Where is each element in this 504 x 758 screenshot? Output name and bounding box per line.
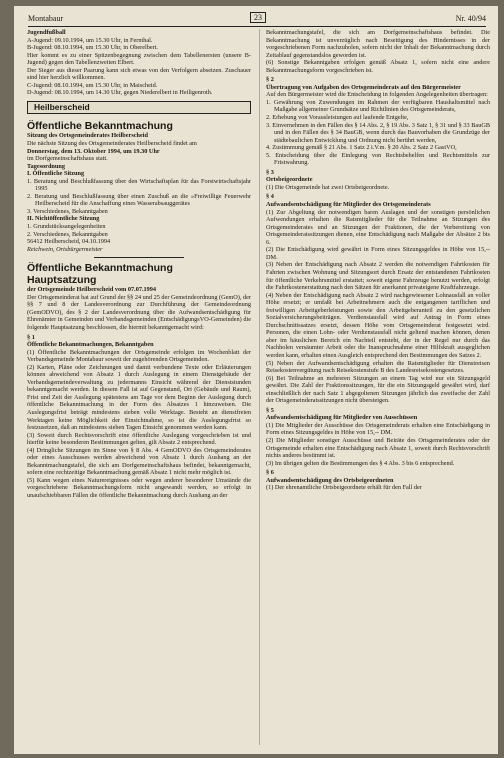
sport-para: D-Jugend: 08.10.1994, um 14.30 Uhr, gegen Niederelbert in Heiligenroth. — [27, 89, 213, 97]
section-heading: Übertragung von Aufgaben des Ortsgemeinderats auf den Bürgermeister — [266, 83, 461, 91]
section-number: § 3 — [266, 168, 274, 176]
notice1-intro: Die nächste Sitzung des Ortsgemeinderates Heilberscheid findet am — [27, 140, 197, 148]
notice2-intro: Der Ortsgemeinderat hat auf Grund der §§ 24 und 25 der Gemeindeordnung (GemO), der §§ 7 und 8 der Landesverordnung zur Durchführung der Gemeindeordnung (GemODVO), des § 2 der Landesverordnung über die Aufwandsentschädigung für Ehrenämter in Gemeinden und Verbandsgemeinden (EntschädigungsVO-Gemeinden) die folgende Hauptsatzung beschlossen, die hiermit bekanntgemacht wird: — [27, 293, 251, 331]
section-paragraph: (3) Im übrigen gelten die Bestimmungen des § 4 Abs. 3 bis 6 entsprechend. — [266, 459, 455, 467]
newspaper-page — [14, 6, 498, 754]
sport-para: Hier kommt es zu einer Spitzenbegegnung zwischen dem Tabellenersten (unsere B-Jugend) gegen den Tabellenzweiten Elbert. — [27, 51, 251, 67]
section-number: § 6 — [266, 469, 274, 477]
section-number: § 2 — [266, 76, 274, 84]
section-number: § 4 — [266, 193, 274, 201]
section-paragraph: (1) Der ehrenamtliche Ortsbeigeordnete erhält für den Fall der — [266, 484, 422, 492]
agenda-title: Tagesordnung — [27, 162, 65, 170]
section-paragraph: (2) Karten, Pläne oder Zeichnungen und damit verbundene Texte oder Erläuterungen können abweichend von Absatz 1 durch Auslegung in einem Dienstgebäude der Verbandsgemeindeverwaltung zu jedermanns Einsicht während der Dienststunden bekanntgemacht werden. In diesem Fall ist auf Gegenstand, Ort (Gebäude und Raum), Frist und Zeit der Auslegung spätestens am Tage vor dem Beginn der Auslegung durch öffentliche Bekanntmachung in der Form des Absatzes 1 hinzuweisen. Die Auslegungsfrist beträgt mindestens sieben volle Werktage. Besteht an dienstfreien Werktagen keine Möglichkeit der Einsichtnahme, so ist die Auslegungsfrist so festzusetzen, daß an mindestens sieben Tagen Einsicht genommen werden kann. — [27, 363, 251, 432]
private-session-title: II. Nichtöffentliche Sitzung — [27, 215, 100, 223]
section-paragraph: (5) Kann wegen eines Naturereignisses oder wegen anderer besonderer Umstände die vorgeschriebene Bekanntmachungsform nicht angewandt werden, so erfolgt in unaufschiebbaren Fällen die öffentliche Bekanntmachung durch Aushang an der — [27, 476, 251, 499]
notice1-date: Donnerstag, dem 13. Oktober 1994, um 19.30 Uhr — [27, 147, 160, 155]
sport-para: B-Jugend: 08.10.1994, um 15.30 Uhr, in Oberelbert. — [27, 44, 158, 52]
section-paragraph: (4) Neben der Entschädigung nach Absatz 2 wird nachgewiesener Lohnausfall an voller Höhe ersetzt; er umfaßt bei Arbeitnehmern auch die entgangenen tariflichen und freiwilligen Arbeitgeberleistungen sowie den Arbeitgeberanteil zu den gesetzlichen Sozialversicherungsbeiträgen. Verdienstausfall wird auf Antrag in Form eines Durchschnittssatzes ersetzt, dessen Höhe vom Ortsgemeinderat festgesetzt wird. Personen, die einen Lohn- oder Verdienstausfall nicht geltend machen können, denen aber im häuslichen Bereich ein Nachteil entsteht, der in der Regel nur durch das Nachholen versäumter Arbeit oder die Inanspruchnahme einer Hilfskraft ausgeglichen werden kann, erhalten einen Ausgleich entsprechend den Bestimmungen des Satzes 2. — [266, 291, 490, 359]
section-paragraph: (6) Bei Teilnahme an mehreren Sitzungen an einem Tag wird nur ein Sitzungsgeld gewährt. Die Zahl der Fraktionssitzungen, für die ein Sitzungsgeld gewährt wird, darf einschließlich der nach Satz 1 abgegoltenen Sitzungen jährlich das zweifache der Zahl der Ortsgemeinderatssitzungen nicht übersteigen. — [266, 374, 490, 405]
list-item: 3. Einvernehmen in den Fällen des § 14 Abs. 2, § 19 Abs. 3 Satz 1, § 31 und § 33 BauGB und in den Fällen des § 34 BauGB, wenn durch das Bauvorhaben die Grundzüge der städtebaulichen Entwicklung und Ordnung nicht berührt werden, — [266, 121, 490, 144]
notice2-title: Öffentliche Bekanntmachung — [27, 262, 173, 275]
section-paragraph: (1) Öffentliche Bekanntmachungen der Ortsgemeinde erfolgen im Wochenblatt der Verbandsgemeinde Montabaur soweit der zugehörenden Ortsgemeinden. — [27, 348, 251, 364]
agenda-item: 2. Beratung und Beschlußfassung über einen Zuschuß an die »Freiwillige Feuerwehr Heilberscheid für die Anschaffung eines Wasserabsauggerätes — [27, 192, 251, 208]
agenda-item: 3. Verschiedenes, Bekanntgaben — [27, 207, 108, 215]
section-heading: Aufwandsentschädigung des Ortsbeigeordneten — [266, 476, 394, 484]
header-page-number: 23 — [250, 12, 266, 23]
agenda-item: 1. Beratung und Beschlußfassung über den Wirtschaftsplan für das Forstwirtschaftsjahr 1995 — [27, 177, 251, 193]
agenda-item: 2. Verschiedenes, Bekanntgaben — [27, 230, 108, 238]
right-column — [266, 29, 490, 745]
agenda-item: 1. Grundstücksangelegenheiten — [27, 223, 106, 231]
section-paragraph: (5) Neben der Aufwandsentschädigung erhalten die Ratsmitglieder für Dienstreisen Reisekostenvergütung nach Reisekostenstufe B des Landesreisekostengesetzes. — [266, 359, 490, 375]
sport-para: A-Jugend: 09.10.1994, um 15.30 Uhr, in Fernthal. — [27, 36, 153, 44]
left-column — [27, 29, 251, 745]
sport-para: Der Sieger aus dieser Paarung kann sich etwas von den Verfolgern absetzen. Zuschauer sind hier herzlich willkommen. — [27, 66, 251, 82]
section-paragraph: (2) Die Mitglieder sonstiger Ausschüsse und Beiräte des Ortsgemeinderates oder der Ortsgemeinde erhalten eine Entschädigung nach Absatz 1, soweit durch Rechtsvorschrift nichts anderes bestimmt ist. — [266, 436, 490, 460]
section-paragraph: (4) Dringliche Sitzungen im Sinne von § 8 Abs. 4 GemODVO des Ortsgemeinderates oder eines Ausschusses werden abweichend von Absatz 1 durch Aushang an der Bekanntmachungstafel, die sich am Dorfgemeinschaftshaus befindet, bekanntgemacht, sofern eine rechtzeitige Bekanntmachung gemäß Absatz 1 nicht mehr möglich ist. — [27, 446, 251, 477]
section-intro: Auf den Bürgermeister wird die Entscheidung in folgenden Angelegenheiten übertragen: — [266, 91, 488, 99]
notice2-subtitle: der Ortsgemeinde Heilberscheid vom 07.07.1994 — [27, 286, 157, 294]
section-paragraph: (2) Die Entschädigung wird gewährt in Form eines Sitzungsgeldes in Höhe von 15,-- DM. — [266, 246, 490, 261]
section-number: § 1 — [27, 333, 35, 341]
continued-paragraph: Bekanntmachungstafel, die sich am Dorfgemeinschaftshaus befindet. Die Bekanntmachung ist unverzüglich nach Beseitigung des Hindernisses in der vorgeschriebenen Form nachzuholen, sofern nicht der Inhalt der Bekanntmachung durch Zeitablauf gegenstandslos geworden ist. — [266, 29, 490, 59]
public-session-title: I. Öffentliche Sitzung — [27, 170, 85, 178]
notice1-place-date: 56412 Heilberscheid, 04.10.1994 — [27, 238, 111, 246]
list-item: 5. Entscheidung über die Einlegung von Rechtsbehelfen und Rechtsmitteln zur Fristwahrung. — [266, 151, 490, 167]
section-paragraph: (1) Zur Abgeltung der notwendigen baren Auslagen und der sonstigen persönlichen Aufwendungen erhalten die Ratsmitglieder für die Teilnahme an Sitzungen des Ortsgemeinderates und an Sitzungen der Fraktionen, die der Vorbereitung von Ortsgemeinderatssitzungen dienen, eine Entschädigung nach Maßgabe der Absätze 2 bis 6. — [266, 208, 490, 246]
continued-paragraph: (6) Sonstige Bekanntgaben erfolgen gemäß Absatz 1, sofern nicht eine andere Bekanntmachungsform vorgeschrieben ist. — [266, 59, 490, 74]
list-item: 1. Gewährung von Zuwendungen im Rahmen der verfügbaren Haushaltsmittel nach Maßgabe allgemeiner Grundsätze und Richtlinien des Ortsgemeinderats, — [266, 98, 490, 114]
column-separator — [259, 29, 260, 745]
section-heading: Aufwandsentschädigung für Mitglieder des Ortsgemeinderats — [266, 201, 431, 209]
notice1-title: Öffentliche Bekanntmachung — [27, 120, 173, 133]
list-item: 4. Zustimmung gemäß § 21 Abs. 1 Satz 2 i.V.m. § 20 Abs. 2 Satz 2 GastVO, — [266, 144, 457, 152]
section-number: § 5 — [266, 406, 274, 414]
header-town: Montabaur — [28, 14, 64, 23]
section-paragraph: (3) Soweit durch Rechtsvorschrift eine öffentliche Auslegung vorgeschrieben ist und hierfür keine besonderen Bestimmungen gelten, gilt Absatz 2 entsprechend. — [27, 431, 251, 447]
section-paragraph: (1) Die Mitglieder der Ausschüsse des Ortsgemeinderats erhalten eine Entschädigung in Form eines Sitzungsgeldes in Höhe von 15,-- DM. — [266, 421, 490, 437]
sport-title: Jugendfußball — [27, 29, 66, 36]
divider — [94, 257, 184, 258]
page-header — [28, 12, 486, 27]
notice2-title-2: Hauptsatzung — [27, 274, 97, 287]
header-issue: Nr. 40/94 — [455, 14, 486, 23]
section-paragraph: (1) Die Ortsgemeinde hat zwei Ortsbeigeordnete. — [266, 183, 390, 191]
notice1-subtitle: Sitzung des Ortsgemeinderates Heilberscheid — [27, 132, 148, 140]
notice1-place: im Dorfgemeinschaftshaus statt. — [27, 155, 108, 163]
section-heading: Aufwandsentschädigung für Mitglieder von Ausschüssen — [266, 414, 418, 422]
sport-para: C-Jugend: 08.10.1994, um 15.30 Uhr, in Maischeid. — [27, 81, 158, 89]
section-heading: Öffentliche Bekanntmachungen, Bekanntgaben — [27, 341, 154, 349]
section-banner: Heilberscheid — [27, 101, 251, 115]
notice1-signature: Reichwein, Ortsbürgermeister — [27, 245, 103, 253]
section-heading: Ortsbeigeordnete — [266, 176, 313, 184]
section-paragraph: (3) Neben der Entschädigung nach Absatz 2 werden die notwendigen Fahrtkosten für Fahrten zwischen Wohnung und Sitzungsort durch Ersatz der entstandenen Fahrtkosten für öffentliche Verkehrsmittel erstattet; soweit eigene Fahrzeuge benutzt werden, erfolgt die Fahrtkostenerstattung nach den Sätzen für anerkannt privateigene Kraftfahrzeuge. — [266, 261, 490, 292]
list-item: 2. Erhebung von Vorausleistungen auf laufende Entgelte, — [266, 114, 409, 122]
